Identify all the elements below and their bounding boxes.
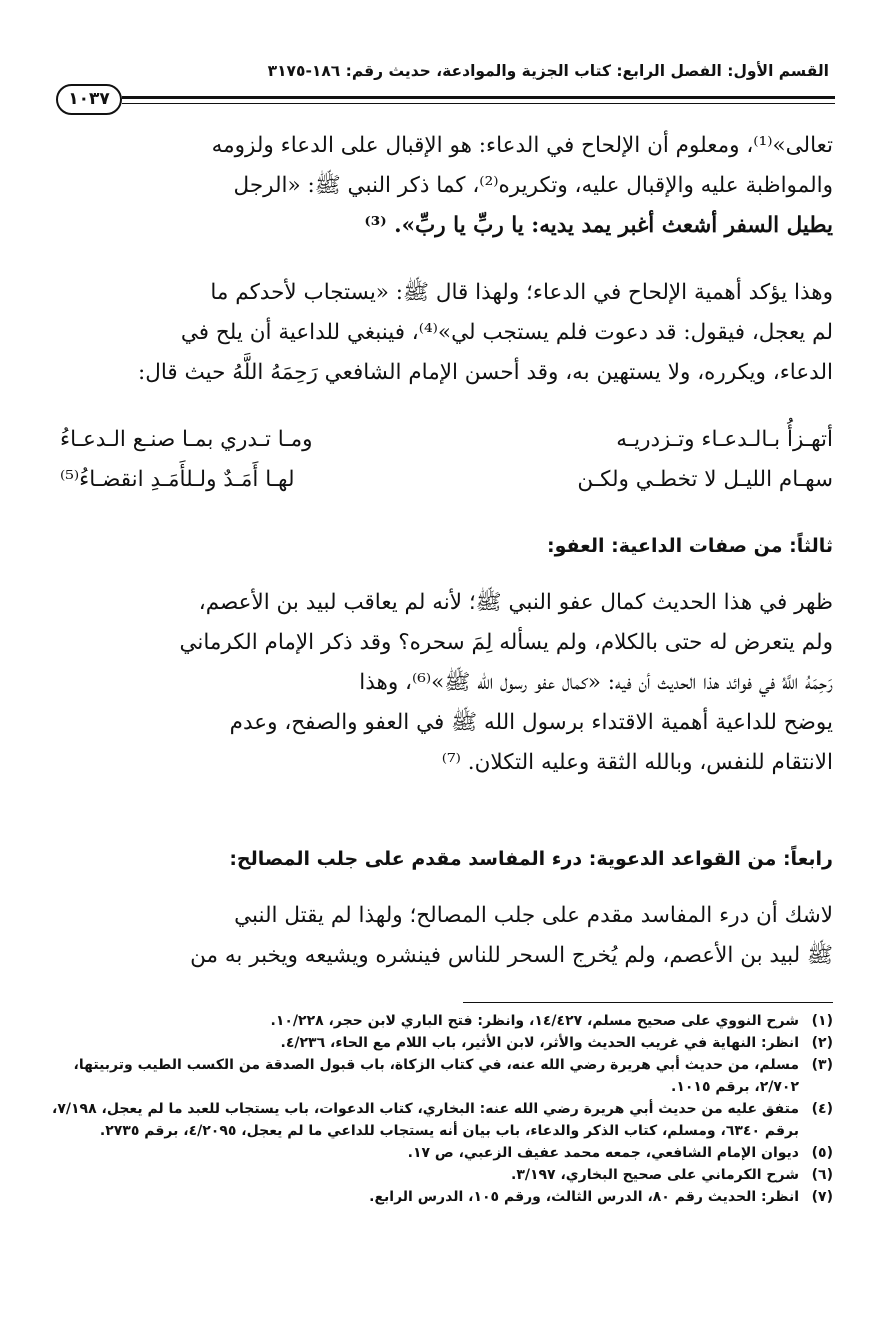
text-line: ولم يتعرض له حتى بالكلام، ولم يسأله لِمَ سحره؟ وقد ذكر الإمام الكرماني [179, 630, 833, 655]
footnote-text: برقم ٦٣٤٠، ومسلم، كتاب الذكر والدعاء، باب بيان أنه يستجاب للداعي ما لم يعجل، ٤/٢٠٩٥، برقم ٢٧٣٥. [99, 1123, 799, 1139]
footnote-text: انظر: الحديث رقم ٨٠، الدرس الثالث، ورقم ١٠٥، الدرس الرابع. [369, 1189, 799, 1205]
footnote-number: (٧) [811, 1189, 833, 1205]
text-line: الانتقام للنفس، وبالله الثقة وعليه التكلان. ⁽⁷⁾ [441, 750, 833, 775]
footnote [60, 1010, 833, 1032]
footnote [60, 1142, 833, 1164]
text-line: يطيل السفر أشعث أغبر يمد يديه: يا ربِّ يا ربِّ». ⁽³⁾ [364, 213, 833, 238]
text-line: الدعاء، ويكرره، ولا يستهين به، وقد أحسن الإمام الشافعي رَحِمَهُ اللَّهُ حيث قال: [137, 360, 833, 385]
paragraph-3 [60, 583, 833, 783]
text-line: لاشك أن درء المفاسد مقدم على جلب المصالح؛ ولهذا لم يقتل النبي [234, 903, 833, 928]
footnote [60, 1054, 833, 1098]
header-rule-thick [122, 96, 835, 99]
section-heading: رابعاً: من القواعد الدعوية: درء المفاسد مقدم على جلب المصالح: [229, 848, 833, 870]
running-header [56, 58, 835, 118]
text-line: تعالى»⁽¹⁾، ومعلوم أن الإلحاح في الدعاء: هو الإقبال على الدعاء ولزومه [211, 133, 833, 158]
verse-second-half: لهـا أَمَـدٌ ولـلأَمَـدِ انقضـاءُ⁽⁵⁾ [60, 467, 295, 492]
footnote [60, 1032, 833, 1054]
footnote [52, 1098, 833, 1142]
verse-first-half: سهـام الليـل لا تخطـي ولكـن [577, 467, 833, 492]
footnote-number: (٢) [811, 1035, 833, 1051]
header-title: القسم الأول: الفصل الرابع: كتاب الجزية والموادعة، حديث رقم: ١٨٦-٣١٧٥ [267, 62, 829, 80]
footnote-text: متفق عليه من حديث أبي هريرة رضي الله عنه: البخاري، كتاب الدعوات، باب يستجاب للعبد ما لم يعجل، ٧/١٩٨، [52, 1101, 799, 1117]
text-line: وهذا يؤكد أهمية الإلحاح في الدعاء؛ ولهذا قال ﷺ: «يستجاب لأحدكم ما [210, 280, 833, 305]
text-line: والمواظبة عليه والإقبال عليه، وتكريره⁽²⁾، كما ذكر النبي ﷺ: «الرجل [233, 173, 833, 198]
footnote-number: (٦) [811, 1167, 833, 1183]
footnote-separator [463, 1002, 833, 1003]
footnote-text: ديوان الإمام الشافعي، جمعه محمد عفيف الزعبي، ص ١٧. [407, 1145, 799, 1161]
text-line: لم يعجل، فيقول: قد دعوت فلم يستجب لي»⁽⁴⁾، فينبغي للداعية أن يلح في [180, 320, 833, 345]
page-number: ١٠٣٧ [56, 84, 122, 115]
poem-verse [60, 420, 833, 460]
verse-second-half: ومـا تـدري بمـا صنـع الـدعـاءُ [60, 427, 313, 452]
footnote-text: مسلم، من حديث أبي هريرة رضي الله عنه، في كتاب الزكاة، باب قبول الصدقة من الكسب الطيب وتربيتها، [73, 1057, 799, 1073]
header-rule-thin [122, 103, 835, 104]
footnote-text: شرح النووي على صحيح مسلم، ١٤/٤٢٧، وانظر: فتح الباري لابن حجر، ١٠/٢٢٨. [270, 1013, 799, 1029]
footnote-number: (٣) [811, 1057, 833, 1073]
footnote [60, 1164, 833, 1186]
text-line: ﷺ لبيد بن الأعصم، ولم يُخرج السحر للناس فينشره ويشيعه ويخبر به من [190, 943, 833, 968]
section-heading: ثالثاً: من صفات الداعية: العفو: [546, 535, 833, 557]
footnote-text: انظر: النهاية في غريب الحديث والأثر، لابن الأثير، باب اللام مع الحاء، ٤/٢٣٦. [280, 1035, 799, 1051]
verse-first-half: أتهـزأُ بـالـدعـاء وتـزدريـه [616, 427, 833, 452]
footnote-number: (١) [811, 1013, 833, 1029]
text-line: يوضح للداعية أهمية الاقتداء برسول الله ﷺ في العفو والصفح، وعدم [229, 710, 833, 735]
poem-verse [60, 460, 833, 500]
paragraph-1 [60, 126, 833, 246]
footnotes [52, 1010, 833, 1208]
paragraph-4 [60, 896, 833, 976]
footnote [60, 1186, 833, 1208]
footnote-number: (٤) [811, 1101, 833, 1117]
footnote-text: شرح الكرماني على صحيح البخاري، ٣/١٩٧. [510, 1167, 799, 1183]
footnote-number: (٥) [811, 1145, 833, 1161]
text-line: رَحِمَهُ اللَّهُ في فوائد هذا الحديث أن فيه: «كمال عفو رسول الله ﷺ»⁽⁶⁾، وهذا [359, 670, 833, 695]
poem [60, 420, 833, 500]
footnote-text: ٢/٧٠٢، برقم ١٠١٥. [671, 1079, 799, 1095]
text-line: ظهر في هذا الحديث كمال عفو النبي ﷺ؛ لأنه لم يعاقب لبيد بن الأعصم، [198, 590, 833, 615]
paragraph-2 [60, 273, 833, 393]
